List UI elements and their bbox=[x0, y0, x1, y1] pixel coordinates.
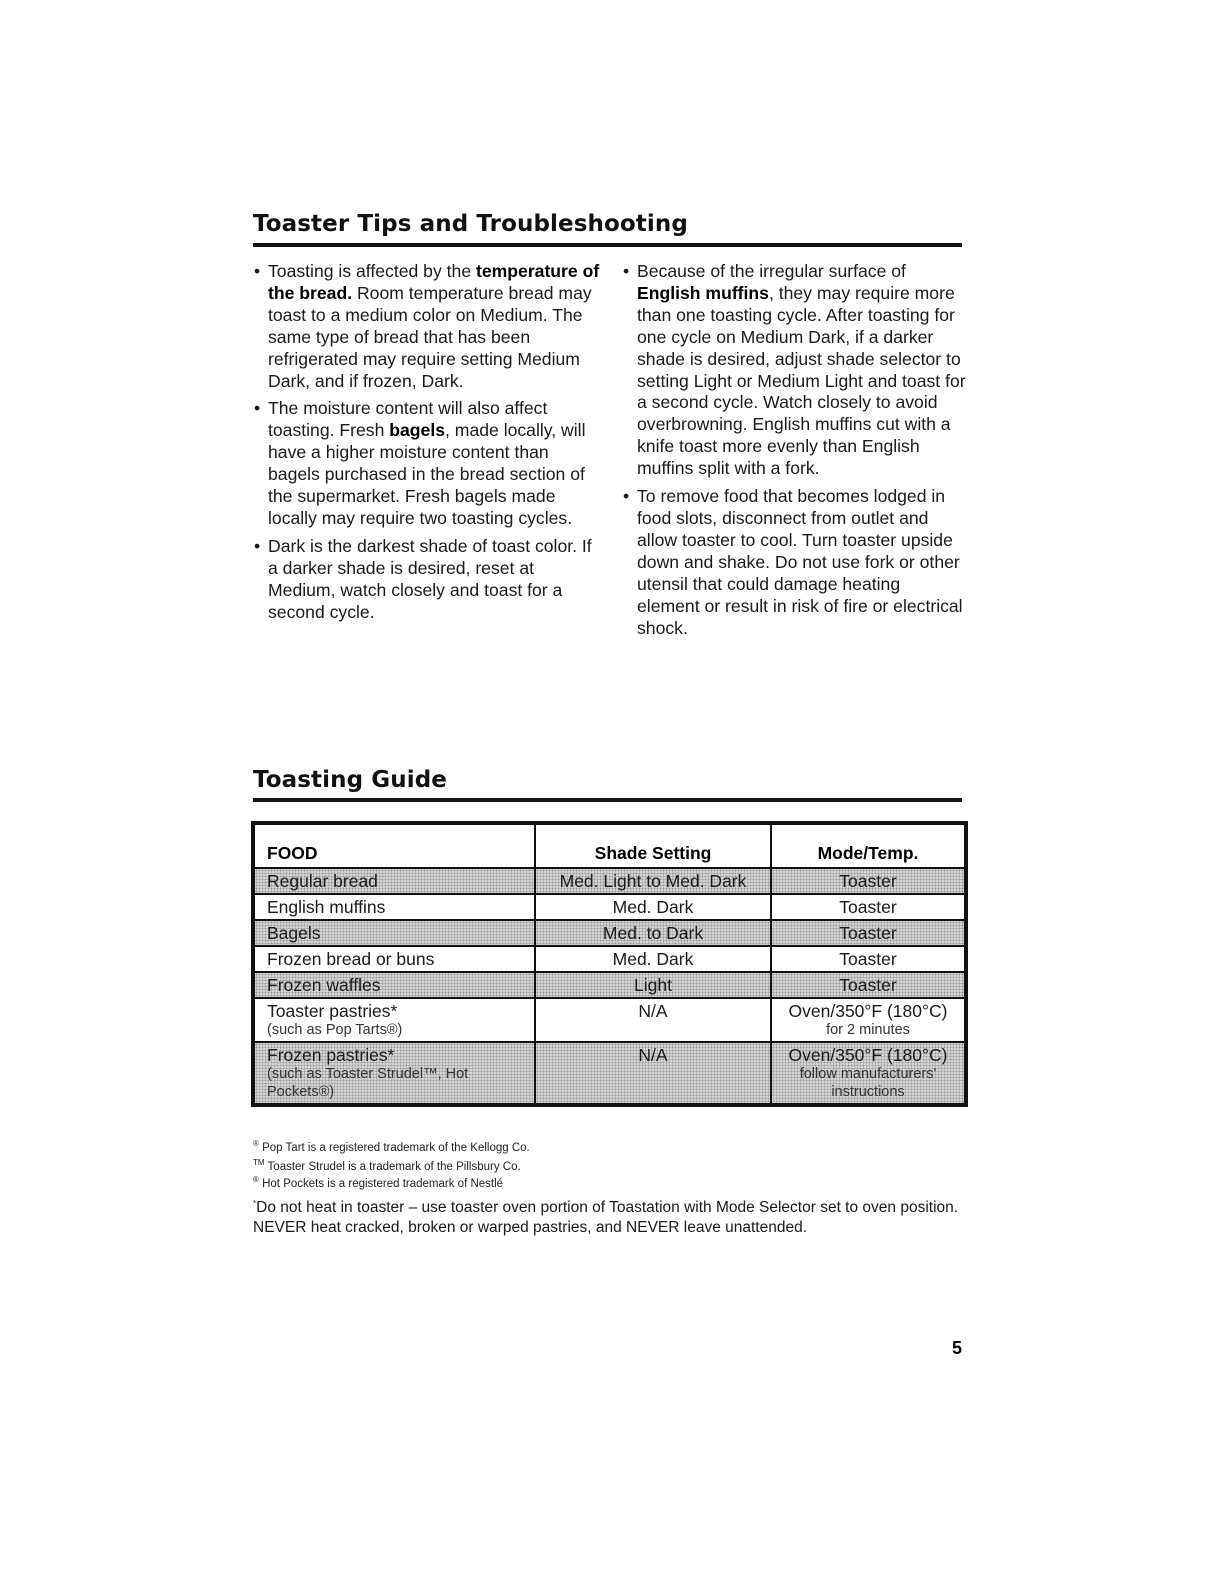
bullet-icon: • bbox=[623, 486, 630, 507]
food-cell: Frozen waffles bbox=[253, 972, 535, 998]
tips-title-rule bbox=[253, 243, 962, 247]
footnote-toaster-strudel: ™ Toaster Strudel is a trademark of the Pillsbury Co. bbox=[253, 1158, 521, 1173]
mode-temp-cell: Toaster bbox=[771, 946, 966, 972]
header-mode-temp: Mode/Temp. bbox=[771, 823, 966, 868]
oven-warning-note: *Do not heat in toaster – use toaster oven portion of Toastation with Mode Selector set to oven position. NEVER heat cracked, broken or warped pastries, and NEVER leave unattended. bbox=[253, 1199, 959, 1237]
tips-left-column bbox=[253, 261, 603, 630]
table-row bbox=[253, 868, 966, 894]
shade-setting-cell: Light bbox=[535, 972, 771, 998]
footnote-pop-tart: ® Pop Tart is a registered trademark of the Kellogg Co. bbox=[253, 1139, 530, 1154]
tip-bagels: • The moisture content will also affect toasting. Fresh bagels, made locally, will have a higher moisture content than bagels purchased in the bread section of the supermarket. Fresh bagels made locally may require two toasting cycles. bbox=[254, 398, 586, 528]
footnote-hot-pockets: ® Hot Pockets is a registered trademark of Nestlé bbox=[253, 1175, 504, 1190]
shade-setting-cell: Med. Dark bbox=[535, 894, 771, 920]
bullet-icon: • bbox=[254, 398, 261, 419]
table-row bbox=[253, 1042, 966, 1105]
table-row bbox=[253, 972, 966, 998]
header-food: FOOD bbox=[253, 823, 535, 868]
shade-setting-cell: N/A bbox=[535, 1042, 771, 1105]
food-cell: Toaster pastries* (such as Pop Tarts®) bbox=[253, 998, 535, 1042]
bullet-icon: • bbox=[623, 261, 630, 281]
guide-section-title: Toasting Guide bbox=[253, 767, 447, 793]
mode-temp-cell: Oven/350°F (180°C) for 2 minutes bbox=[771, 998, 966, 1042]
tips-section-title: Toaster Tips and Troubleshooting bbox=[253, 211, 688, 237]
tip-dark-shade: • Dark is the darkest shade of toast color. If a darker shade is desired, reset at Medium, watch closely and toast for a second cycle. bbox=[254, 535, 592, 622]
mode-temp-cell: Toaster bbox=[771, 920, 966, 946]
table-row bbox=[253, 998, 966, 1042]
food-cell: English muffins bbox=[253, 894, 535, 920]
table-row bbox=[253, 946, 966, 972]
mode-temp-cell: Toaster bbox=[771, 894, 966, 920]
mode-temp-cell: Oven/350°F (180°C) follow manufacturers' instructions bbox=[771, 1042, 966, 1105]
tip-bread-temperature: • Toasting is affected by the temperature of the bread. Room temperature bread may toast to a medium color on Medium. The same type of bread that has been refrigerated may require setting Medium Dark, and if frozen, Dark. bbox=[254, 261, 600, 391]
bullet-icon: • bbox=[254, 535, 261, 556]
table-row bbox=[253, 920, 966, 946]
shade-setting-cell: Med. to Dark bbox=[535, 920, 771, 946]
food-cell: Frozen bread or buns bbox=[253, 946, 535, 972]
tips-right-column bbox=[622, 261, 967, 645]
shade-setting-cell: Med. Dark bbox=[535, 946, 771, 972]
mode-temp-cell: Toaster bbox=[771, 972, 966, 998]
tip-english-muffins: • Because of the irregular surface of English muffins, they may require more than one toasting cycle. After toasting for one cycle on Medium Dark, if a darker shade is desired, adjust shade selector to setting Light or Medium Light and toast for a second cycle. Watch closely to avoid overbrowning. English muffins cut with a knife toast more evenly than English muffins split with a fork. bbox=[623, 261, 966, 479]
bullet-icon: • bbox=[254, 261, 261, 281]
food-cell: Regular bread bbox=[253, 868, 535, 894]
food-cell: Bagels bbox=[253, 920, 535, 946]
food-cell: Frozen pastries* (such as Toaster Strudel™, Hot Pockets®) bbox=[253, 1042, 535, 1105]
table-header-row bbox=[253, 823, 966, 868]
header-shade-setting: Shade Setting bbox=[535, 823, 771, 868]
shade-setting-cell: N/A bbox=[535, 998, 771, 1042]
page-number: 5 bbox=[952, 1338, 963, 1358]
mode-temp-cell: Toaster bbox=[771, 868, 966, 894]
table-row bbox=[253, 894, 966, 920]
tip-lodged-food: • To remove food that becomes lodged in food slots, disconnect from outlet and allow toaster to cool. Turn toaster upside down and shake. Do not use fork or other utensil that could damage heating element or result in risk of fire or electrical shock. bbox=[623, 486, 963, 638]
guide-title-rule bbox=[253, 798, 962, 802]
table-body bbox=[253, 868, 966, 1105]
shade-setting-cell: Med. Light to Med. Dark bbox=[535, 868, 771, 894]
toasting-guide-table bbox=[251, 821, 968, 1107]
